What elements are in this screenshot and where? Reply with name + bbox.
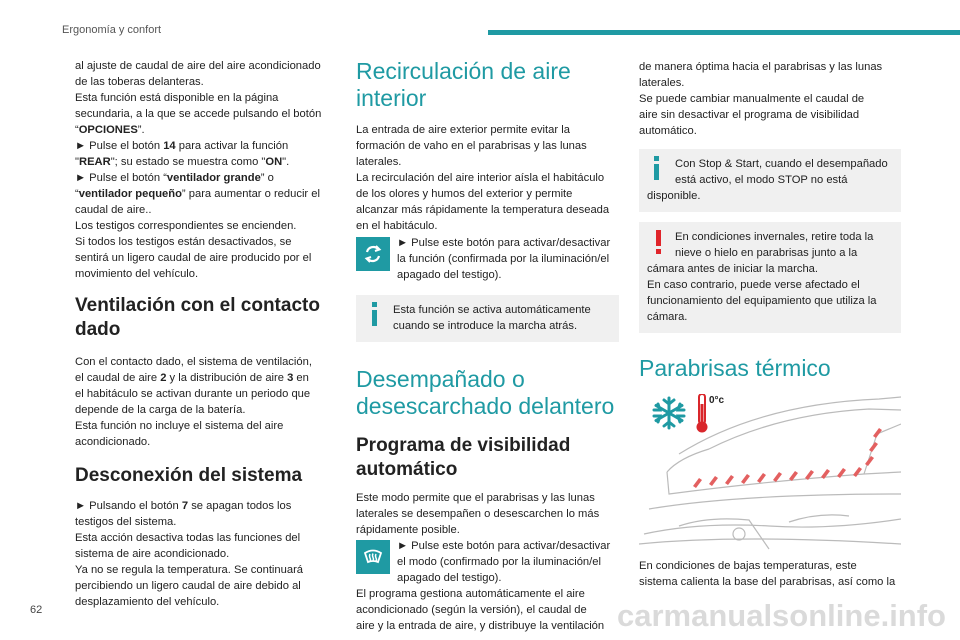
header-accent-bar: [488, 30, 960, 35]
info-note: Con Stop & Start, cuando el desempañado está activo, el modo STOP no está disponible.: [639, 149, 901, 212]
paragraph: En condiciones de bajas temperaturas, este sistema calienta la base del parabrisas, así como la: [639, 560, 896, 588]
paragraph: Con el contacto dado, el sistema de ventilación, el caudal de aire 2 y la distribución de aire 3 en el habitáculo se activan durante un periodo que depende de la carga de la batería. Esta función no incluye el sistema del aire acondicionado.: [75, 356, 312, 448]
warning-note: En condiciones invernales, retire toda la nieve o hielo en parabrisas junto a la cámara antes de iniciar la marcha. En caso contrario, puede verse afectado el funcionamiento del equipamiento que utiliza la cámara.: [639, 222, 901, 333]
thermometer-icon: [697, 394, 708, 433]
column-right: [639, 58, 901, 590]
heading-programa-visibilidad: Programa de visibilidad automático: [356, 435, 571, 480]
watermark: carmanualsonline.info: [616, 598, 946, 633]
running-header: Ergonomía y confort: [62, 24, 162, 36]
recirculation-icon: [356, 237, 390, 271]
heading-recirculacion: Recirculación de aire interior: [356, 58, 571, 111]
paragraph: La entrada de aire exterior permite evitar la formación de vaho en el parabrisas y las lunas laterales. La recirculación del aire interior aísla el habitáculo de los olores y humos del exterior y permite alcanzar más rápidamente la temperatura deseada en el habitáculo.: [356, 124, 610, 232]
button-instruction: [356, 235, 619, 283]
info-note: Esta función se activa automáticamente cuando se introduce la marcha atrás.: [356, 295, 619, 342]
windscreen-demist-icon: [356, 540, 390, 574]
heading-desempanado: Desempañado o desescarchado delantero: [356, 366, 615, 419]
paragraph: ► Pulsando el botón 7 se apagan todos los testigos del sistema. Esta acción desactiva todas las funciones del sistema de aire acondicionado. Ya no se regula la temperatura. Se continuará percibiendo un ligero caudal de aire debido al desplazamiento del vehículo.: [75, 500, 304, 608]
heading-parabrisas-termico: Parabrisas térmico: [639, 355, 831, 381]
paragraph: ► Pulse este botón para activar/desactivar el modo (confirmado por la iluminación/el apagado del testigo).: [397, 540, 611, 584]
column-left: [75, 58, 325, 610]
info-icon: [647, 156, 669, 184]
info-icon: [365, 302, 387, 330]
heading-ventilacion: Ventilación con el contacto dado: [75, 295, 320, 340]
paragraph: ► Pulse este botón para activar/desactivar la función (confirmada por la iluminación/el apagado del testigo).: [397, 237, 611, 281]
warning-icon: [647, 229, 669, 257]
heated-windscreen-illustration: [639, 394, 901, 554]
column-middle: [356, 58, 619, 634]
paragraph: al ajuste de caudal de aire del aire acondicionado de las toberas delanteras. Esta función está disponible en la página secundaria, a la que se accede pulsando el botón “OPCIONES”. ► Pulse el botón 14 para activar la función "REAR"; su estado se muestra como "ON". ► Pulse el botón “ventilador grande” o “ventilador pequeño” para aumentar o reducir el caudal de aire.. Los testigos correspondientes se encienden. Si todos los testigos están desactivados, se sentirá un ligero caudal de aire producido por el movimiento del vehículo.: [75, 60, 322, 280]
snowflake-icon: [654, 398, 684, 428]
heading-desconexion: Desconexión del sistema: [75, 465, 303, 486]
paragraph: El programa gestiona automáticamente el aire acondicionado (según la versión), el caudal de aire y la entrada de aire, y distribuye la ventilación: [356, 588, 605, 632]
button-instruction: [356, 538, 619, 586]
paragraph: de manera óptima hacia el parabrisas y las lunas laterales. Se puede cambiar manualmente el caudal de aire sin desactivar el programa de visibilidad automático.: [639, 61, 883, 137]
thermo-label: 0°c: [709, 395, 725, 406]
heating-marks: [693, 428, 882, 488]
page-number: 62: [30, 604, 43, 616]
paragraph: Este modo permite que el parabrisas y las lunas laterales se desempañen o desescarchen lo más rápidamente posible.: [356, 492, 600, 536]
